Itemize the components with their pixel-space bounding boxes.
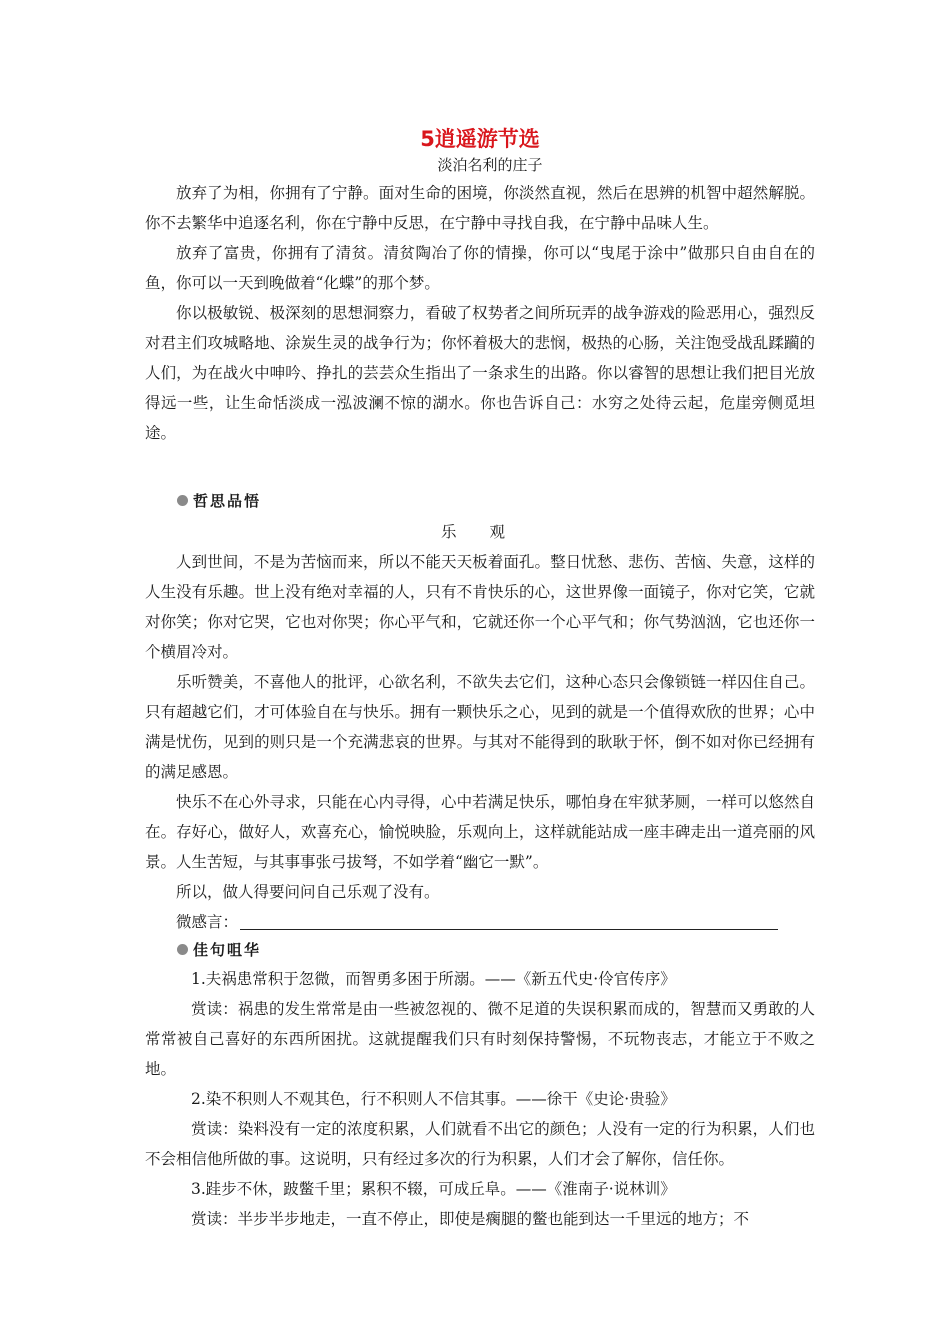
optimism-paragraph-2: 乐听赞美，不喜他人的批评，心欲名利，不欲失去它们，这种心态只会像锁链一样囚住自己。只有超越它们，才可体验自在与快乐。拥有一颗快乐之心，见到的就是一个值得欢欣的世界；心中满是忧伤，见到的则只是一个充满悲哀的世界。与其对不能得到的耿耿于怀，倒不如对你已经拥有的满足感恩。 xyxy=(145,673,815,781)
bullet-dot-icon xyxy=(177,944,188,955)
quote-1-reading: 赏读：祸患的发生常常是由一些被忽视的、微不足道的失误积累而成的，智慧而又勇敢的人常常被自己喜好的东西所困扰。这就提醒我们只有时刻保持警惕，不玩物丧志，才能立于不败之地。 xyxy=(145,1000,815,1078)
optimism-paragraph-4: 所以，做人得要问问自己乐观了没有。 xyxy=(176,883,440,901)
section-heading-text: 佳句咀华 xyxy=(193,941,262,959)
intro-paragraph-2: 放弃了富贵，你拥有了清贫。清贫陶冶了你的情操，你可以“曳尾于涂中”做那只自由自在的鱼，你可以一天到晚做着“化蝶”的那个梦。 xyxy=(145,244,815,292)
feel-comment-blank[interactable] xyxy=(240,907,778,930)
quote-2-reading: 赏读：染料没有一定的浓度积累，人们就看不出它的颜色；人没有一定的行为积累，人们也不会相信他所做的事。这说明，只有经过多次的行为积累，人们才会了解你，信任你。 xyxy=(145,1120,815,1168)
article-subtitle: 淡泊名利的庄子 xyxy=(437,156,543,174)
intro-paragraph-1: 放弃了为相，你拥有了宁静。面对生命的困境，你淡然直视，然后在思辨的机智中超然解脱。你不去繁华中追逐名利，你在宁静中反思，在宁静中寻找自我，在宁静中品味人生。 xyxy=(145,184,815,232)
feel-comment-row xyxy=(176,907,815,937)
quote-2: 2.染不积则人不观其色，行不积则人不信其事。——徐干《史论·贵验》 xyxy=(191,1090,676,1108)
optimism-paragraph-3: 快乐不在心外寻求，只能在心内寻得，心中若满足快乐，哪怕身在牢狱茅厕，一样可以悠然自在。存好心，做好人，欢喜充心，愉悦映脸，乐观向上，这样就能站成一座丰碑走出一道亮丽的风景。人生苦短，与其事事张弓拔弩，不如学着“幽它一默”。 xyxy=(145,793,815,871)
document-page xyxy=(145,126,815,1234)
quote-3-reading: 赏读：半步半步地走，一直不停止，即使是瘸腿的鳖也能到达一千里远的地方；不 xyxy=(191,1210,750,1228)
quote-3: 3.跬步不休，跛鳖千里；累积不辍，可成丘阜。——《淮南子·说林训》 xyxy=(191,1180,676,1198)
page-title: 5逍遥游节选 xyxy=(420,127,540,151)
quote-1: 1.夫祸患常积于忽微，而智勇多困于所溺。——《新五代史·伶官传序》 xyxy=(191,970,676,988)
bullet-dot-icon xyxy=(177,495,188,506)
section-heading-quotes xyxy=(177,939,815,960)
feel-comment-label: 微感言： xyxy=(176,913,239,931)
section-heading-text: 哲思品悟 xyxy=(193,492,262,510)
article-title: 乐 观 xyxy=(441,523,519,541)
intro-paragraph-3: 你以极敏锐、极深刻的思想洞察力，看破了权势者之间所玩弄的战争游戏的险恶用心，强烈反对君主们攻城略地、涂炭生灵的战争行为；你怀着极大的悲悯，极热的心肠，关注饱受战乱蹂躏的人们，为在战火中呻吟、挣扎的芸芸众生指出了一条求生的出路。你以睿智的思想让我们把目光放得远一些，让生命恬淡成一泓波澜不惊的湖水。你也告诉自己：水穷之处待云起，危崖旁侧觅坦途。 xyxy=(145,304,815,442)
section-heading-philosophy xyxy=(177,490,815,511)
optimism-paragraph-1: 人到世间，不是为苦恼而来，所以不能天天板着面孔。整日忧愁、悲伤、苦恼、失意，这样的人生没有乐趣。世上没有绝对幸福的人，只有不肯快乐的心，这世界像一面镜子，你对它笑，它就对你笑；你对它哭，它也对你哭；你心平气和，它就还你一个心平气和；你气势汹汹，它也还你一个横眉冷对。 xyxy=(145,553,815,661)
